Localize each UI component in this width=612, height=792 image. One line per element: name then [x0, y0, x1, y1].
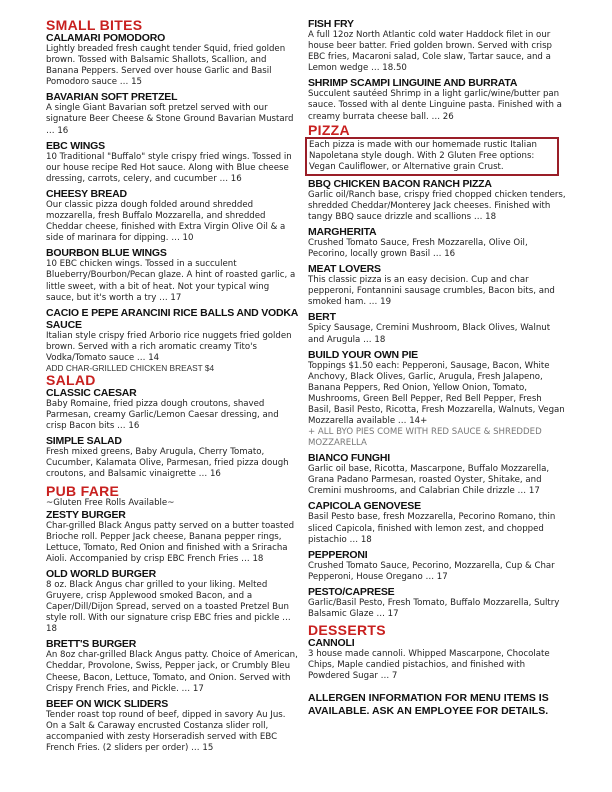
- item-name: CAPICOLA GENOVESE: [308, 500, 421, 513]
- item-name: CACIO E PEPE ARANCINI RICE BALLS AND VODKA SAUCE: [46, 306, 298, 331]
- item-description: Garlic oil base, Ricotta, Mascarpone, Buffalo Mozzarella, Grana Padano Parmesan, roasted Oyster, Shitake, and Cremini mushrooms, and Calabrian Chile drizzle … 17: [308, 464, 550, 497]
- item-description: Crushed Tomato Sauce, Pecorino, Mozzarella, Cup & Char Pepperoni, House Oregano … 17: [308, 560, 555, 582]
- item-name: MARGHERITA: [308, 225, 377, 238]
- item-name: CHEESY BREAD: [46, 187, 127, 200]
- item-description: A single Giant Bavarian soft pretzel served with our signature Beer Cheese & Stone Ground Bavarian Mustard … 16: [46, 103, 294, 136]
- item-description: Baby Romaine, fried pizza dough croutons, shaved Parmesan, creamy Garlic/Lemon Caesar dressing, and crisp Bacon bits … 16: [46, 398, 279, 432]
- section-heading-desserts: DESSERTS: [308, 622, 386, 639]
- item-name: BIANCO FUNGHI: [308, 452, 390, 465]
- item-description: Char-grilled Black Angus patty served on a butter toasted Brioche roll. Pepper Jack cheese, Banana pepper rings, Lettuce, Tomato, Red Onion and finished with a Sriracha Aioli. Accompanied by crisp EBC French Fries … 18: [46, 520, 295, 564]
- item-description: Toppings $1.50 each: Pepperoni, Sausage, Bacon, White Anchovy, Black Olives, Garlic, Arugula, Fresh Jalapeno, Banana Peppers, Red Onion, Yellow Onion, Tomato, Mushrooms, Green Bell Pepper, Red Bell Pepper, Fresh Basil, Basil Pesto, Ricotta, Fresh Mozzarella, Walnuts, Vegan Mozzarella available … 14+: [308, 360, 565, 427]
- item-name: ZESTY BURGER: [46, 508, 126, 521]
- allergen-notice: ALLERGEN INFORMATION FOR MENU ITEMS IS AVAILABLE. ASK AN EMPLOYEE FOR DETAILS.: [308, 692, 549, 718]
- section-heading-small-bites: SMALL BITES: [46, 17, 143, 33]
- item-description: Lightly breaded fresh caught tender Squid, fried golden brown. Tossed with Balsamic Shallots, Scallion, and Banana Peppers. Served over house Garlic and Basil Pomodoro sauce … 15: [46, 44, 286, 88]
- item-name: SHRIMP SCAMPI LINGUINE AND BURRATA: [308, 77, 518, 90]
- item-description: A full 12oz North Atlantic cold water Haddock filet in our house beer batter. Fried golden brown. Served with crisp EBC fries, Macaroni salad, Cole slaw, Tartar sauce, and a Lemon wedge … 18.50: [308, 30, 553, 74]
- item-name: CALAMARI POMODORO: [46, 32, 166, 44]
- item-description: Fresh mixed greens, Baby Arugula, Cherry Tomato, Cucumber, Kalamata Olive, Parmesan, fried pizza dough croutons, and Balsamic vinaigrette … 16: [46, 447, 289, 480]
- item-name: MEAT LOVERS: [308, 263, 381, 276]
- item-description: Italian style crispy fried Arborio rice nuggets fried golden brown. Served with a rich aromatic creamy Tito's Vodka/Tomato sauce … 14: [46, 330, 292, 363]
- item-name: BOURBON BLUE WINGS: [46, 247, 167, 260]
- item-name: EBC WINGS: [46, 139, 105, 152]
- item-description: Crushed Tomato Sauce, Fresh Mozzarella, Olive Oil, Pecorino, locally grown Basil … 16: [308, 237, 528, 260]
- item-name: CANNOLI: [308, 637, 355, 650]
- item-name: OLD WORLD BURGER: [46, 567, 156, 580]
- item-description: 10 EBC chicken wings. Tossed in a succulent Blueberry/Bourbon/Pecan glaze. A hint of roasted garlic, a little sweet, with a bit of heat. Not your typical wing sauce, but it's worth a try … 17: [46, 259, 296, 303]
- item-description: Basil Pesto base, fresh Mozzarella, Pecorino Romano, thin sliced Capicola, finished with lemon zest, and chopped pistachio … 18: [308, 512, 556, 545]
- item-name: BERT: [308, 311, 336, 324]
- item-description: Garlic oil/Ranch base, crispy fried chopped chicken tenders, shredded Cheddar/Monterey Jack cheeses. Finished with tangy BBQ sauce drizzle and scallions … 18: [308, 189, 566, 222]
- section-heading-pizza: PIZZA: [308, 121, 350, 138]
- item-name: BEEF ON WICK SLIDERS: [46, 697, 169, 710]
- item-name: CLASSIC CAESAR: [46, 386, 137, 399]
- item-description: 8 oz. Black Angus char grilled to your liking. Melted Gruyere, crisp Applewood smoked Bacon, and a Caper/Dill/Dijon Spread, served on a toasted Pretzel Bun style roll. With our signature crisp EBC fries and pickle … 18: [46, 579, 291, 635]
- left-column: [46, 18, 298, 757]
- item-description: Tender roast top round of beef, dipped in savory Au Jus. On a Salt & Caraway encrusted Costanza slider roll, accompanied with zesty Horseradish served with EBC French Fries. (2 sliders per order) … 15: [46, 709, 286, 754]
- item-name: PESTO/CAPRESE: [308, 585, 395, 598]
- item-name: BUILD YOUR OWN PIE: [308, 348, 418, 361]
- item-name: BBQ CHICKEN BACON RANCH PIZZA: [308, 177, 492, 190]
- item-description: Garlic/Basil Pesto, Fresh Tomato, Buffalo Mozzarella, Sultry Balsamic Glaze … 17: [308, 597, 560, 619]
- item-name: PEPPERONI: [308, 548, 368, 561]
- section-heading-salad: SALAD: [46, 371, 96, 388]
- item-name: BAVARIAN SOFT PRETZEL: [46, 91, 178, 104]
- byo-note: + ALL BYO PIES COME WITH RED SAUCE & SHREDDED MOZZARELLA: [308, 427, 542, 449]
- right-column: [308, 18, 566, 718]
- section-heading-pub-fare: PUB FARE: [46, 482, 120, 499]
- item-description: An 8oz char-grilled Black Angus patty. Choice of American, Cheddar, Provolone, Swiss, Pepper jack, or Crumbly Bleu Cheese, Bacon, Lettuce, Tomato, and Onion. Served with Crispy French Fries, and Pickle. … 17: [46, 650, 298, 694]
- salad-addon-note: ADD CHAR-GRILLED CHICKEN BREAST $4: [46, 362, 215, 373]
- item-description: 3 house made cannoli. Whipped Mascarpone, Chocolate Chips, Maple candied pistachios, and finished with Powdered Sugar … 7: [308, 649, 550, 682]
- item-description: Succulent sautéed Shrimp in a light garlic/wine/butter pan sauce. Tossed with al dente Linguine pasta. Finished with a creamy burrata cheese ball. … 26: [308, 89, 562, 122]
- item-description: 10 Traditional "Buffalo" style crispy fried wings. Tossed in our house recipe Red Hot sauce. Along with Blue cheese dressing, carrots, celery, and cucumber … 16: [46, 151, 292, 184]
- item-name: BRETT'S BURGER: [46, 638, 137, 651]
- pizza-intro-box: [305, 137, 559, 176]
- pizza-intro-text: Each pizza is made with our homemade rustic Italian Napoletana style dough. With 2 Gluten Free options: Vegan Cauliflower, or Alternative grain Crust.: [309, 139, 537, 172]
- item-name: FISH FRY: [308, 18, 354, 30]
- item-description: Our classic pizza dough folded around shredded mozzarella, fresh Buffalo Mozzarella, and shredded Cheddar cheese, finished with Extra Virgin Olive Oil & a side of marinara for dipping. … 10: [46, 199, 286, 244]
- item-description: This classic pizza is an easy decision. Cup and char pepperoni, Fontannini sausage crumbles, Bacon bits, and smoked ham. … 19: [308, 275, 555, 308]
- item-name: SIMPLE SALAD: [46, 435, 122, 448]
- item-description: Spicy Sausage, Cremini Mushroom, Black Olives, Walnut and Arugula … 18: [308, 323, 551, 345]
- gluten-free-note: ~Gluten Free Rolls Available~: [46, 497, 175, 508]
